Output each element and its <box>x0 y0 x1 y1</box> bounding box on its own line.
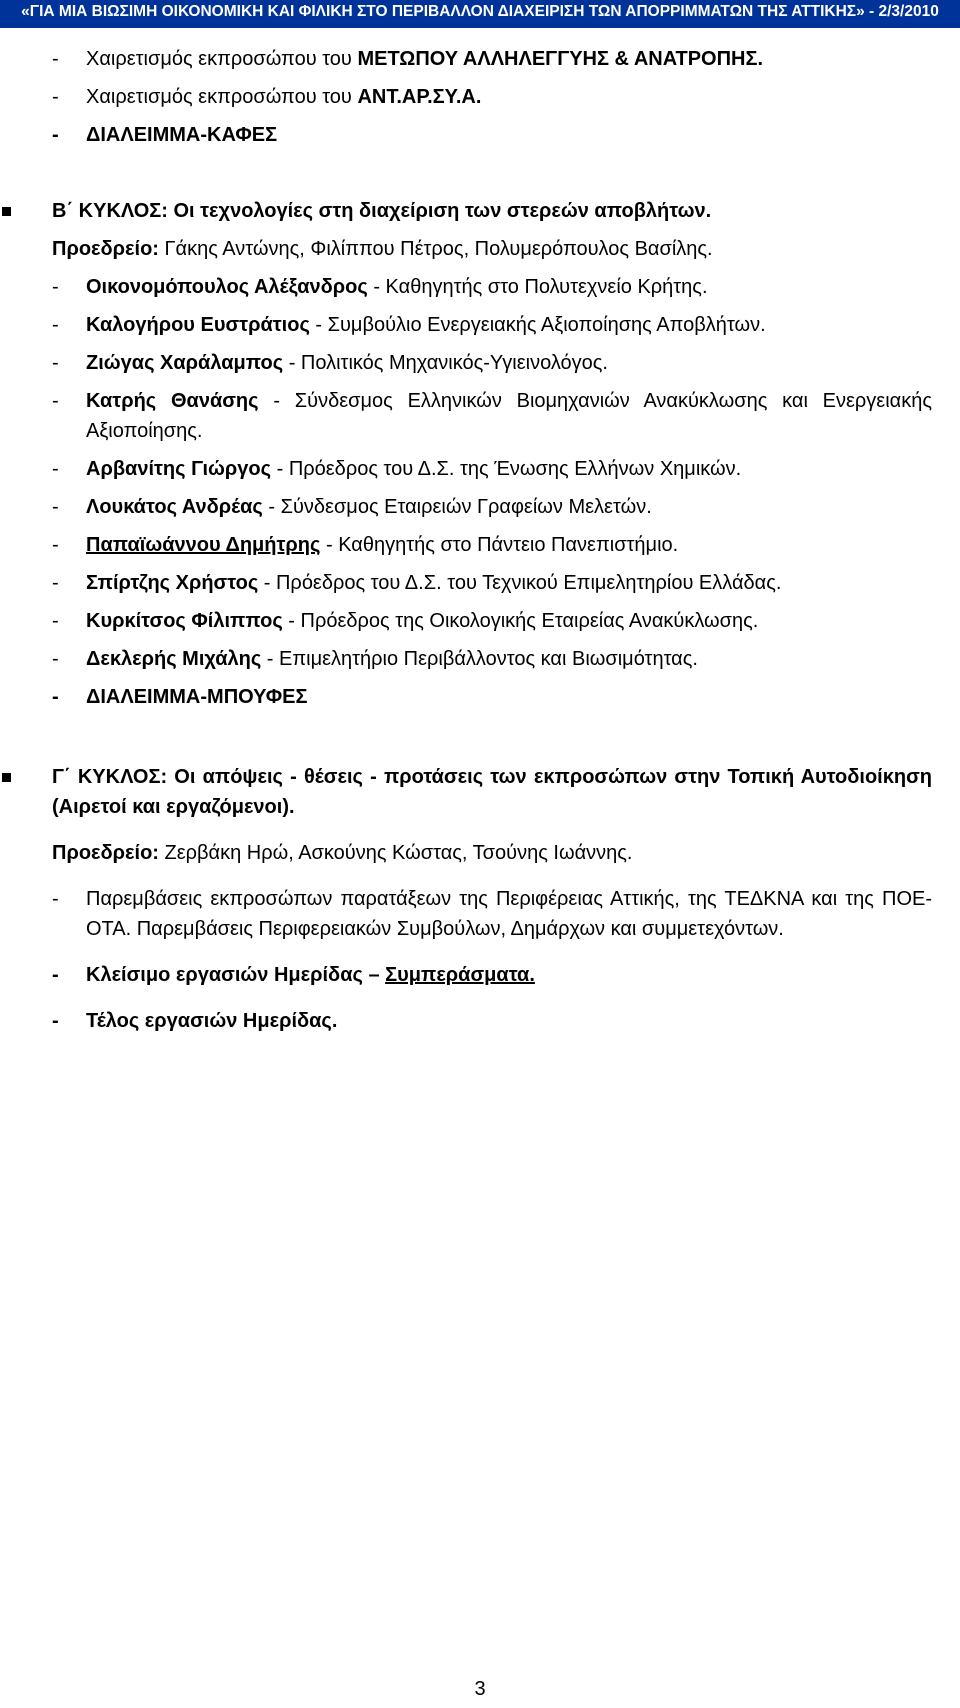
speaker-name: Παπαϊωάννου Δημήτρης <box>86 534 321 556</box>
intro-item-2-org: ΑΝΤ.ΑΡ.ΣΥ.Α. <box>357 86 482 108</box>
buffet-break <box>52 682 932 712</box>
speaker-name: Ζιώγας Χαράλαμπος <box>86 352 284 374</box>
speaker-role: - Πολιτικός Μηχανικός-Υγιεινολόγος. <box>283 352 608 374</box>
speaker-name: Κατρής Θανάσης <box>86 390 259 412</box>
dash: - <box>52 276 59 298</box>
section-c-title <box>52 762 932 822</box>
conclusions-text: Συμπεράσματα. <box>385 964 535 986</box>
header-banner <box>0 0 960 28</box>
dash: - <box>52 572 59 594</box>
speaker-name: Αρβανίτης Γιώργος <box>86 458 272 480</box>
dash: - <box>52 610 59 632</box>
intro-item-1-org: ΜΕΤΩΠΟΥ ΑΛΛΗΛΕΓΓΥΗΣ & ΑΝΑΤΡΟΠΗΣ. <box>357 48 764 70</box>
dash: - <box>52 534 59 556</box>
intro-item-1 <box>52 44 932 74</box>
coffee-break-label: ΔΙΑΛΕΙΜΜΑ-ΚΑΦΕΣ <box>86 124 278 146</box>
bullet-icon <box>2 207 11 216</box>
intro-break <box>52 120 932 150</box>
section-b-chair <box>52 234 932 264</box>
interventions-text: Παρεμβάσεις εκπροσώπων παρατάξεων της Περιφέρειας Αττικής, της ΤΕΔΚΝΑ και της ΠΟΕ-ΟΤΑ. Παρεμβάσεις Περιφερειακών Συμβούλων, Δημάρχων και συμμετεχόντων. <box>86 888 932 940</box>
speaker-role: - Συμβούλιο Ενεργειακής Αξιοποίησης Αποβλήτων. <box>309 314 766 336</box>
speaker-item <box>52 644 932 674</box>
speaker-role: - Σύνδεσμος Εταιρειών Γραφείων Μελετών. <box>262 496 652 518</box>
speaker-item <box>52 386 932 446</box>
speaker-role: - Επιμελητήριο Περιβάλλοντος και Βιωσιμότητας. <box>261 648 698 670</box>
buffet-break-label: ΔΙΑΛΕΙΜΜΑ-ΜΠΟΥΦΕΣ <box>86 686 308 708</box>
document-body <box>52 44 932 1036</box>
speaker-item <box>52 310 932 340</box>
speaker-role: - Πρόεδρος του Δ.Σ. του Τεχνικού Επιμελητηρίου Ελλάδας. <box>258 572 782 594</box>
speaker-item <box>52 348 932 378</box>
bullet-icon <box>2 773 11 782</box>
speaker-name: Καλογήρου Ευστράτιος <box>86 314 310 336</box>
speaker-item <box>52 606 932 636</box>
dash: - <box>52 314 59 336</box>
dash: - <box>52 648 59 670</box>
dash: - <box>52 964 59 986</box>
section-c-chair-names: Ζερβάκη Ηρώ, Ασκούνης Κώστας, Τσούνης Ιωάννης. <box>158 842 633 864</box>
speaker-name: Δεκλερής Μιχάλης <box>86 648 262 670</box>
section-c-chair-label: Προεδρείο: <box>52 842 159 864</box>
speaker-item <box>52 530 932 560</box>
speaker-name: Λουκάτος Ανδρέας <box>86 496 263 518</box>
closing-text: Κλείσιμο εργασιών Ημερίδας – <box>86 964 386 986</box>
speaker-name: Κυρκίτσος Φίλιππος <box>86 610 283 632</box>
dash: - <box>52 124 59 146</box>
dash: - <box>52 458 59 480</box>
dash: - <box>52 1010 59 1032</box>
speaker-item <box>52 272 932 302</box>
intro-item-1-text: Χαιρετισμός εκπροσώπου του <box>86 48 358 70</box>
section-b-chair-label: Προεδρείο: <box>52 238 159 260</box>
speaker-role: - Σύνδεσμος Ελληνικών Βιομηχανιών Ανακύκλωσης και Ενεργειακής Αξιοποίησης. <box>86 390 932 442</box>
header-banner-text: «ΓΙΑ ΜΙΑ ΒΙΩΣΙΜΗ ΟΙΚΟΝΟΜΙΚΗ ΚΑΙ ΦΙΛΙΚΗ ΣΤΟ ΠΕΡΙΒΑΛΛΟΝ ΔΙΑΧΕΙΡΙΣΗ ΤΩΝ ΑΠΟΡΡΙΜΜΑΤΩΝ ΤΗΣ ΑΤΤΙΚΗΣ» - 2/3/2010 <box>21 3 939 20</box>
speaker-role: - Πρόεδρος της Οικολογικής Εταιρείας Ανακύκλωσης. <box>282 610 759 632</box>
dash: - <box>52 390 59 412</box>
intro-item-2 <box>52 82 932 112</box>
speaker-item <box>52 568 932 598</box>
speaker-item <box>52 492 932 522</box>
dash: - <box>52 686 59 708</box>
dash: - <box>52 48 59 70</box>
page-number: 3 <box>474 1678 486 1700</box>
section-b-title-text: Β΄ ΚΥΚΛΟΣ: Οι τεχνολογίες στη διαχείριση των στερεών αποβλήτων. <box>52 200 712 222</box>
end-item <box>52 1006 932 1036</box>
speaker-item <box>52 454 932 484</box>
speaker-name: Σπίρτζης Χρήστος <box>86 572 259 594</box>
dash: - <box>52 86 59 108</box>
interventions-item <box>52 884 932 944</box>
speaker-name: Οικονομόπουλος Αλέξανδρος <box>86 276 368 298</box>
end-text: Τέλος εργασιών Ημερίδας. <box>86 1010 338 1032</box>
dash: - <box>52 352 59 374</box>
dash: - <box>52 888 59 910</box>
intro-item-2-text: Χαιρετισμός εκπροσώπου του <box>86 86 358 108</box>
closing-item <box>52 960 932 990</box>
speaker-role: - Πρόεδρος του Δ.Σ. της Ένωσης Ελλήνων Χημικών. <box>271 458 742 480</box>
speaker-role: - Καθηγητής στο Πάντειο Πανεπιστήμιο. <box>320 534 679 556</box>
section-b-title <box>52 196 932 226</box>
section-c-title-text: Γ΄ ΚΥΚΛΟΣ: Οι απόψεις - θέσεις - προτάσεις των εκπροσώπων στην Τοπική Αυτοδιοίκηση (Αιρετοί και εργαζόμενοι). <box>52 766 932 818</box>
section-b-chair-names: Γάκης Αντώνης, Φιλίππου Πέτρος, Πολυμερόπουλος Βασίλης. <box>158 238 713 260</box>
dash: - <box>52 496 59 518</box>
speaker-role: - Καθηγητής στο Πολυτεχνείο Κρήτης. <box>367 276 708 298</box>
section-c-chair <box>52 838 932 868</box>
